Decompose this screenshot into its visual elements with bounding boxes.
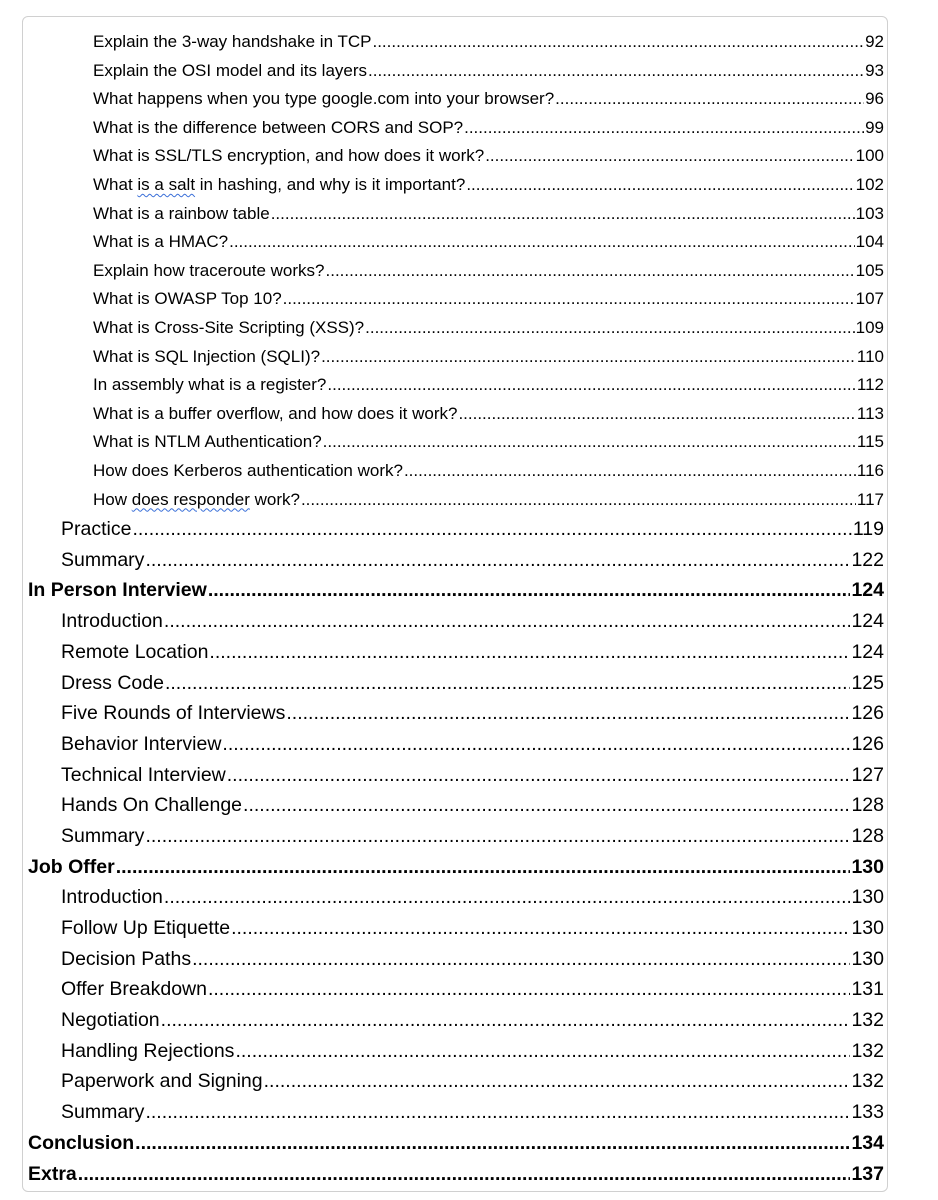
toc-entry[interactable] [23,314,884,343]
toc-entry-page: 130 [851,886,884,909]
table-of-contents [23,28,884,1189]
toc-entry-page: 128 [851,824,884,847]
toc-entry[interactable] [23,514,884,545]
toc-entry[interactable] [23,114,884,143]
toc-entry[interactable] [23,545,884,576]
toc-entry-page: 132 [851,1039,884,1062]
toc-dot-leader [321,343,856,372]
toc-dot-leader [208,974,850,1005]
toc-entry-page: 104 [855,232,884,252]
toc-entry[interactable] [23,729,884,760]
toc-entry[interactable] [23,974,884,1005]
toc-dot-leader [164,606,851,637]
toc-entry[interactable] [23,944,884,975]
toc-dot-leader [235,1036,850,1067]
toc-entry-page: 124 [851,610,884,633]
toc-dot-leader [132,514,851,545]
toc-entry-page: 117 [856,489,884,509]
toc-entry[interactable] [23,698,884,729]
toc-entry-title: What happens when you type google.com into your browser? [93,89,555,109]
document-page [22,16,888,1192]
toc-entry-page: 126 [851,702,884,725]
toc-entry-title: Explain the 3-way handshake in TCP [93,32,372,51]
toc-entry-page: 107 [855,289,884,309]
toc-entry-title [93,171,465,200]
toc-dot-leader [286,698,850,729]
toc-entry[interactable] [23,760,884,791]
toc-entry[interactable] [23,171,884,200]
toc-entry-page: 100 [855,146,884,166]
toc-entry-title: Summary [61,1101,145,1124]
toc-entry-page: 132 [851,1070,884,1093]
toc-dot-leader [145,1097,850,1128]
toc-chapter[interactable] [23,1128,884,1159]
toc-entry-title: Hands On Challenge [61,794,243,817]
toc-entry-page: 130 [851,947,884,970]
toc-chapter-title: Job Offer [28,855,115,878]
toc-entry-title: Paperwork and Signing [61,1070,263,1093]
toc-entry-title: Follow Up Etiquette [61,917,231,940]
toc-entry[interactable] [23,1066,884,1097]
toc-entry-title: Handling Rejections [61,1039,235,1062]
toc-entry-page: 102 [855,174,884,194]
toc-entry-title: Behavior Interview [61,732,222,755]
toc-dot-leader [222,729,850,760]
toc-entry-page: 132 [851,1009,884,1032]
toc-entry[interactable] [23,637,884,668]
toc-dot-leader [116,852,851,883]
toc-entry-page: 113 [856,403,884,423]
toc-dot-leader [301,486,856,515]
toc-entry[interactable] [23,668,884,699]
toc-entry-title: Introduction [61,886,163,909]
toc-dot-leader [145,821,850,852]
toc-entry-page: 119 [852,518,884,541]
toc-entry-title: What is a rainbow table [93,203,270,223]
toc-entry-page: 122 [851,548,884,571]
toc-entry[interactable] [23,400,884,429]
toc-entry-title: Introduction [61,610,163,633]
toc-entry-page: 109 [855,317,884,337]
toc-title-part: What [93,174,138,194]
toc-dot-leader [164,882,851,913]
toc-entry[interactable] [23,1036,884,1067]
toc-dot-leader [165,668,850,699]
toc-entry[interactable] [23,28,884,57]
toc-entry[interactable] [23,882,884,913]
toc-dot-leader [243,790,850,821]
toc-entry-title: In assembly what is a register? [93,375,327,395]
toc-entry-title: Summary [61,824,145,847]
toc-entry-title: Negotiation [61,1009,160,1032]
toc-entry[interactable] [23,606,884,637]
toc-chapter[interactable] [23,1159,884,1190]
toc-title-part: in hashing, and why is it important? [195,174,466,194]
toc-dot-leader [135,1128,850,1159]
toc-entry-title: What is a HMAC? [93,232,229,252]
toc-entry[interactable] [23,790,884,821]
toc-title-part: work? [249,489,300,509]
toc-entry-title: Offer Breakdown [61,978,207,1001]
toc-dot-leader [209,637,850,668]
toc-entry-title: What is Cross-Site Scripting (XSS)? [93,317,365,337]
toc-entry-page: 124 [851,640,884,663]
toc-entry-title: Dress Code [61,671,164,694]
toc-entry-title: Decision Paths [61,947,192,970]
toc-entry-page: 110 [856,346,884,366]
toc-dot-leader [271,200,855,229]
toc-entry[interactable] [23,85,884,114]
toc-entry[interactable] [23,371,884,400]
toc-entry-page: 127 [851,763,884,786]
toc-entry[interactable] [23,285,884,314]
toc-dot-leader [227,760,851,791]
toc-dot-leader [192,944,850,975]
toc-entry-page: 115 [856,432,884,452]
toc-chapter[interactable] [23,852,884,883]
toc-entry-title: Practice [61,518,132,541]
toc-dot-leader [485,142,854,171]
toc-chapter-title: Extra [28,1162,77,1185]
toc-dot-leader [555,85,864,114]
toc-chapter-page: 124 [851,579,884,602]
toc-dot-leader [208,575,851,606]
toc-chapter-page: 137 [851,1162,884,1185]
toc-dot-leader [229,228,855,257]
toc-dot-leader [145,545,850,576]
toc-dot-leader [404,457,856,486]
toc-entry[interactable] [23,1097,884,1128]
toc-entry-title: Five Rounds of Interviews [61,702,286,725]
toc-entry-title: What is SQL Injection (SQLI)? [93,346,321,366]
toc-entry-page: 112 [856,375,884,395]
toc-dot-leader [78,1159,851,1190]
toc-entry-page: 92 [865,32,884,51]
toc-dot-leader [372,28,864,57]
toc-entry-title: What is OWASP Top 10? [93,289,282,309]
toc-entry-page: 125 [851,671,884,694]
toc-entry-page: 105 [855,260,884,280]
toc-entry-title [93,486,300,515]
toc-chapter-title: In Person Interview [28,579,207,602]
toc-entry-page: 96 [865,89,884,109]
toc-entry[interactable] [23,57,884,86]
toc-entry-title: What is a buffer overflow, and how does it work? [93,403,458,423]
toc-chapter[interactable] [23,575,884,606]
toc-dot-leader [231,913,850,944]
toc-entry[interactable] [23,343,884,372]
spellcheck-underline: is a salt [137,174,196,194]
toc-entry-title: What is NTLM Authentication? [93,432,322,452]
toc-entry-title: How does Kerberos authentication work? [93,460,403,480]
toc-dot-leader [323,428,856,457]
toc-entry-title: Explain the OSI model and its layers [93,60,368,80]
toc-entry-title: What is SSL/TLS encryption, and how does it work? [93,146,485,166]
toc-dot-leader [368,57,864,86]
toc-entry[interactable] [23,257,884,286]
toc-chapter-page: 130 [851,855,884,878]
toc-entry[interactable] [23,200,884,229]
toc-dot-leader [464,114,864,143]
toc-entry-page: 126 [851,732,884,755]
toc-entry-page: 116 [856,460,884,480]
toc-dot-leader [326,257,855,286]
toc-entry[interactable] [23,142,884,171]
toc-dot-leader [161,1005,851,1036]
toc-entry-page: 93 [865,60,884,80]
toc-entry-page: 99 [865,117,884,137]
toc-entry-title: Explain how traceroute works? [93,260,325,280]
toc-entry[interactable] [23,1005,884,1036]
toc-entry[interactable] [23,821,884,852]
toc-dot-leader [264,1066,851,1097]
toc-entry[interactable] [23,428,884,457]
toc-entry[interactable] [23,228,884,257]
toc-dot-leader [327,371,856,400]
toc-dot-leader [466,171,854,200]
toc-entry-page: 130 [851,917,884,940]
toc-entry-page: 103 [855,203,884,223]
toc-dot-leader [365,314,854,343]
toc-entry[interactable] [23,486,884,515]
toc-entry-page: 133 [851,1101,884,1124]
toc-title-part: How [93,489,132,509]
toc-chapter-page: 134 [851,1131,884,1154]
toc-entry-page: 131 [851,978,884,1001]
toc-entry-page: 128 [851,794,884,817]
toc-chapter-title: Conclusion [28,1131,135,1154]
toc-entry[interactable] [23,457,884,486]
toc-entry-title: Technical Interview [61,763,226,786]
toc-dot-leader [283,285,855,314]
toc-entry-title: Remote Location [61,640,209,663]
spellcheck-underline: does responder [131,489,250,509]
toc-entry[interactable] [23,913,884,944]
toc-entry-title: What is the difference between CORS and SOP? [93,117,464,137]
toc-entry-title: Summary [61,548,145,571]
toc-dot-leader [458,400,855,429]
